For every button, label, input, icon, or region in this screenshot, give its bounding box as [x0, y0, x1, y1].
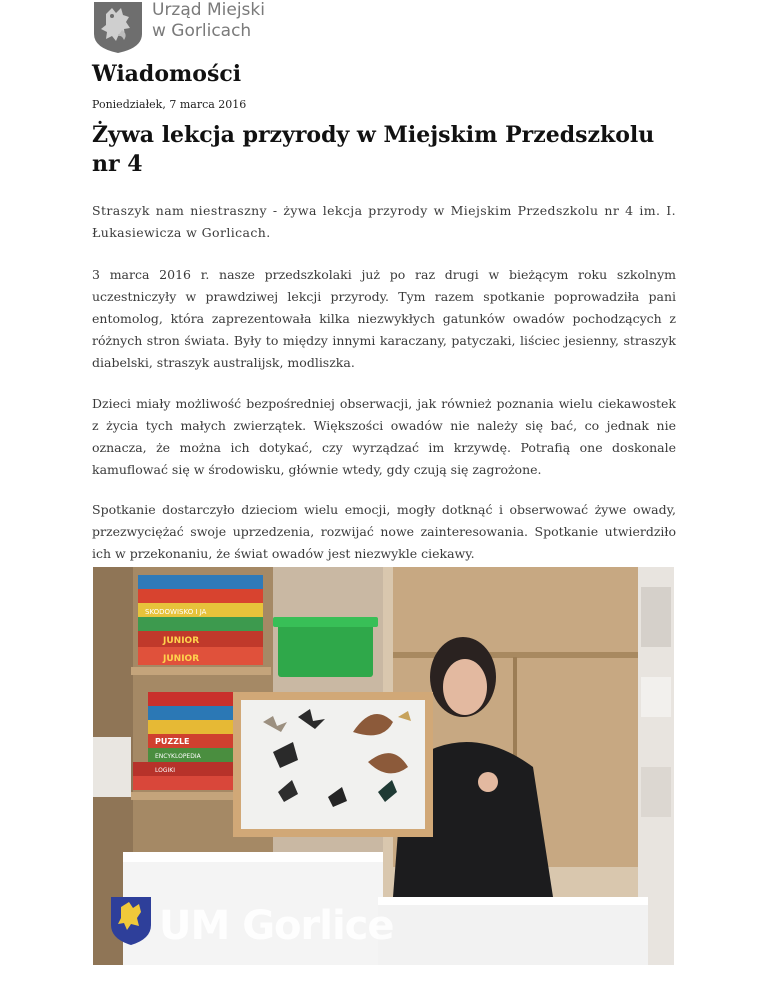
article-paragraph-1: Straszyk nam niestraszny - żywa lekcja przyrody w Miejskim Przedszkolu nr 4 im. I. Łukasiewicza w Gorlicach.: [92, 203, 676, 240]
org-name-line2: w Gorlicach: [152, 21, 252, 41]
board-label-4: PUZZLE: [155, 737, 190, 746]
site-header: [92, 0, 265, 56]
board-label-6: LOGIKI: [155, 767, 175, 774]
article-paragraph-2: 3 marca 2016 r. nasze przedszkolaki już po raz drugi w bieżącym roku szkolnym uczestniczyły w prawdziwej lekcji przyrody. Tym razem spotkanie poprowadziła pani entomolog, która zaprezentowała kilka niezwykłych gatunków owadów pochodzących z różnych stron świata. Były to między innymi karaczany, patyczaki, liściec jesienny, straszyk diabelski, straszyk australijsk, modliszka.: [92, 267, 676, 370]
board-label-1: SKODOWISKO I JA: [145, 608, 207, 616]
watermark-text: UM Gorlice: [159, 903, 394, 949]
board-label-5: ENCYKLOPEDIA: [155, 753, 201, 760]
article-date: Poniedziałek, 7 marca 2016: [92, 98, 247, 111]
org-name[interactable]: [152, 0, 265, 42]
article-title: Żywa lekcja przyrody w Miejskim Przedszkolu nr 4: [92, 122, 655, 177]
lion-crest-icon[interactable]: [92, 0, 144, 54]
org-name-line1: Urząd Miejski: [152, 0, 265, 20]
article-photo[interactable]: [93, 567, 674, 965]
board-label-3: JUNIOR: [163, 654, 200, 664]
board-label-2: JUNIOR: [163, 636, 200, 646]
article-paragraph-4: Spotkanie dostarczyło dzieciom wielu emocji, mogły dotknąć i obserwować żywe owady, przezwyciężać swoje uprzedzenia, rozwijać nowe zainteresowania. Spotkanie utwierdziło ich w przekonaniu, że świat owadów jest niezwykle ciekawy.: [92, 502, 676, 561]
section-title: Wiadomości: [92, 61, 242, 87]
article-paragraph-3: Dzieci miały możliwość bezpośredniej obserwacji, jak również poznania wielu ciekawostek z życia tych małych zwierzątek. Większości owadów nie należy się bać, co jednak nie oznacza, że można ich dotykać, czy wyrządzać im krzywdę. Potrafią one doskonale kamuflować się w środowisku, głównie wtedy, gdy czują się zagrożone.: [92, 396, 676, 477]
